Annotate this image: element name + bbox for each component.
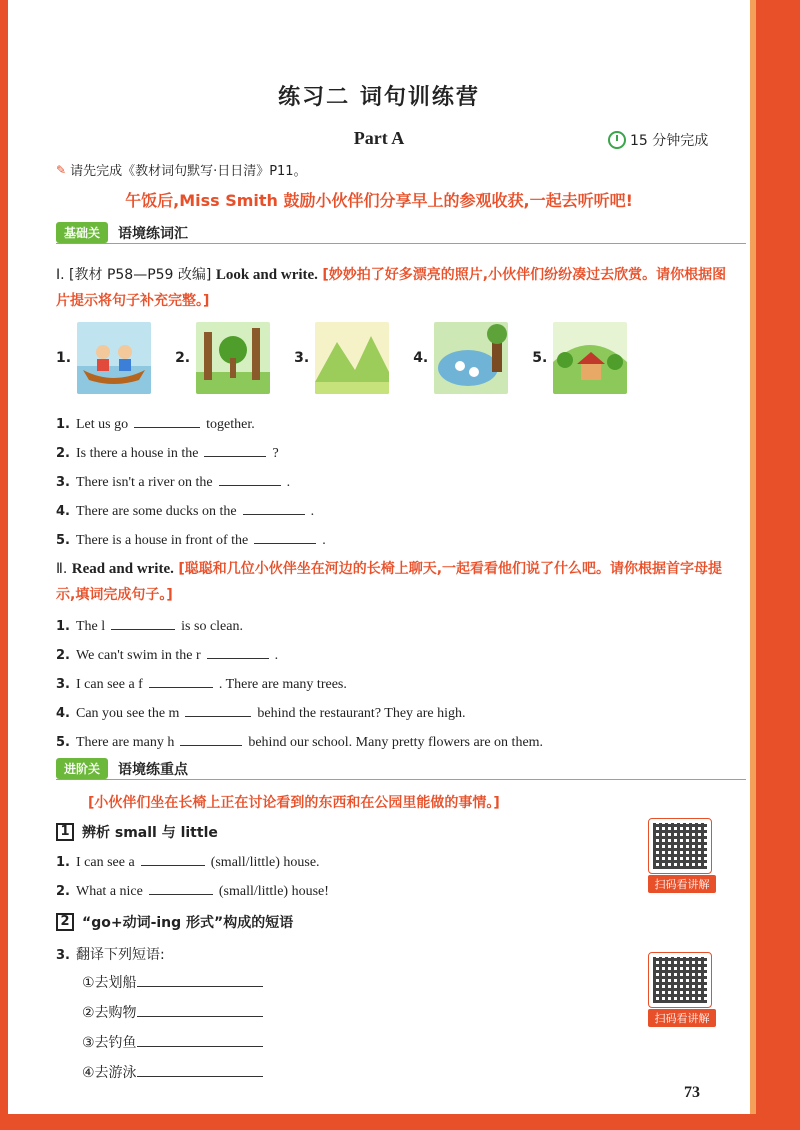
question-text: Is there a house in the (76, 446, 199, 461)
phrase-row (82, 1062, 263, 1082)
question-text: 翻译下列短语: (76, 947, 165, 963)
part2-instructions (56, 556, 736, 608)
pre-note-text: 请先完成《教材词句默写·日日清》P11。 (70, 164, 307, 179)
qr-code-block[interactable] (648, 952, 716, 1027)
question-number: 1. (56, 855, 70, 870)
answer-blank[interactable] (137, 1063, 263, 1077)
part1-instructions (56, 262, 736, 314)
part1-en: Look and write. (215, 267, 318, 283)
section-basic (56, 222, 746, 244)
part2-prefix: Ⅱ. (56, 561, 68, 577)
question-text: (small/little) house. (210, 855, 320, 870)
forest-picture (196, 322, 270, 394)
answer-blank[interactable] (185, 703, 251, 717)
phrase-text: ①去划船 (82, 975, 137, 991)
question-text: We can't swim in the r (76, 648, 201, 663)
question-row (56, 645, 278, 664)
answer-blank[interactable] (141, 852, 205, 866)
question-text: together. (206, 417, 255, 432)
answer-blank[interactable] (207, 645, 269, 659)
question-row (56, 881, 329, 900)
page-border-left (0, 0, 8, 1130)
answer-blank[interactable] (254, 530, 316, 544)
question-number: 2. (56, 648, 70, 663)
question-text: What a nice (76, 884, 143, 899)
part1-hint: [妙妙拍了好多漂亮的照片,小伙伴们纷纷凑过去欣赏。请你根据图片提示将句子补充完整。] (56, 267, 727, 309)
picture-item (532, 322, 627, 394)
part2-en: Read and write. (71, 561, 174, 577)
question-row (56, 674, 347, 693)
picture-number: 5. (532, 350, 548, 366)
part2-hint: [聪聪和几位小伙伴坐在河边的长椅上聊天,一起看看他们说了什么吧。请你根据首字母提示,填词完成句子。] (56, 561, 723, 603)
pre-note (56, 160, 307, 179)
question-row (56, 443, 279, 462)
question-text: . (322, 533, 326, 548)
question-text: There are some ducks on the (76, 504, 237, 519)
question-number: 3. (56, 948, 70, 963)
question-number: 4. (56, 504, 70, 519)
question-number: 5. (56, 533, 70, 548)
lake-ducks-picture (434, 322, 508, 394)
worksheet-page (8, 0, 750, 1114)
phrase-text: ②去购物 (82, 1005, 137, 1021)
question-number: 4. (56, 706, 70, 721)
page-number: 73 (684, 1084, 700, 1101)
answer-blank[interactable] (219, 472, 281, 486)
sub-number: 1 (56, 823, 74, 841)
picture-row (56, 322, 627, 394)
question-row (56, 852, 320, 871)
page-border-right (756, 0, 800, 1130)
question-text: There are many h (76, 735, 175, 750)
picture-number: 2. (175, 350, 191, 366)
question-number: 1. (56, 619, 70, 634)
question-row (56, 703, 466, 722)
answer-blank[interactable] (149, 674, 213, 688)
qr-code[interactable] (648, 952, 712, 1008)
question-text: Let us go (76, 417, 129, 432)
question-text: The l (76, 619, 106, 634)
sub-heading (56, 822, 218, 842)
qr-label: 扫码看讲解 (648, 1009, 716, 1027)
question-row (56, 530, 326, 549)
picture-number: 1. (56, 350, 72, 366)
question-row (56, 944, 165, 964)
part1-prefix: Ⅰ. [教材 P58—P59 改编] (56, 267, 212, 283)
question-number: 3. (56, 475, 70, 490)
question-text: . (310, 504, 315, 519)
sub-number: 2 (56, 913, 74, 931)
boat-picture (77, 322, 151, 394)
phrase-row (82, 972, 263, 992)
picture-item (175, 322, 270, 394)
answer-blank[interactable] (137, 1033, 263, 1047)
timer-text: 15 分钟完成 (630, 133, 709, 149)
answer-blank[interactable] (134, 414, 200, 428)
answer-blank[interactable] (111, 616, 175, 630)
question-text: I can see a (76, 855, 135, 870)
sub-heading (56, 912, 293, 932)
phrase-row (82, 1002, 263, 1022)
question-text: behind the restaurant? They are high. (257, 706, 466, 721)
question-number: 2. (56, 446, 70, 461)
phrase-row (82, 1032, 263, 1052)
question-number: 5. (56, 735, 70, 750)
section2-hint: [小伙伴们坐在长椅上正在讨论看到的东西和在公园里能做的事情。] (88, 795, 500, 811)
picture-item (294, 322, 389, 394)
hill-house-picture (553, 322, 627, 394)
section2-hint-row (88, 790, 688, 816)
question-text: . There are many trees. (218, 677, 347, 692)
answer-blank[interactable] (204, 443, 266, 457)
sub-title: “go+动词-ing 形式”构成的短语 (82, 915, 294, 931)
part-heading: Part A (353, 128, 405, 148)
question-row (56, 732, 543, 751)
picture-item (56, 322, 151, 394)
question-text: ? (272, 446, 279, 461)
qr-code[interactable] (648, 818, 712, 874)
section-label: 语境练重点 (118, 761, 189, 778)
answer-blank[interactable] (137, 1003, 263, 1017)
page-border-bottom (0, 1114, 800, 1130)
picture-number: 4. (413, 350, 429, 366)
qr-label: 扫码看讲解 (648, 875, 716, 893)
answer-blank[interactable] (137, 973, 263, 987)
question-text: . (274, 648, 279, 663)
question-text: I can see a f (76, 677, 143, 692)
qr-code-block[interactable] (648, 818, 716, 893)
question-text: . (286, 475, 291, 490)
question-row (56, 501, 314, 520)
section-tag: 基础关 (56, 222, 108, 243)
question-row (56, 414, 255, 433)
picture-number: 3. (294, 350, 310, 366)
section-tag: 进阶关 (56, 758, 108, 779)
phrase-text: ④去游泳 (82, 1065, 137, 1081)
pen-icon: ✎ (56, 162, 67, 177)
question-row (56, 616, 243, 635)
question-row (56, 472, 290, 491)
mountain-picture (315, 322, 389, 394)
question-text: There is a house in front of the (76, 533, 249, 548)
intro-text: 午饭后,Miss Smith 鼓励小伙伴们分享早上的参观收获,一起去听听吧! (125, 191, 633, 210)
picture-item (413, 322, 508, 394)
phrase-text: ③去钓鱼 (82, 1035, 137, 1051)
sub-title: 辨析 small 与 little (82, 825, 218, 841)
answer-blank[interactable] (243, 501, 305, 515)
question-text: behind our school. Many pretty flowers are on them. (248, 735, 544, 750)
timer-note (608, 130, 708, 150)
section-advanced (56, 758, 746, 780)
question-text: is so clean. (181, 619, 243, 634)
clock-icon (608, 131, 626, 149)
question-number: 3. (56, 677, 70, 692)
question-text: Can you see the m (76, 706, 180, 721)
question-text: (small/little) house! (218, 884, 329, 899)
section-label: 语境练词汇 (118, 225, 189, 242)
page-title: 练习二 词句训练营 (278, 85, 480, 110)
question-text: There isn't a river on the (76, 475, 213, 490)
answer-blank[interactable] (149, 881, 213, 895)
question-number: 2. (56, 884, 70, 899)
answer-blank[interactable] (180, 732, 242, 746)
question-number: 1. (56, 417, 70, 432)
